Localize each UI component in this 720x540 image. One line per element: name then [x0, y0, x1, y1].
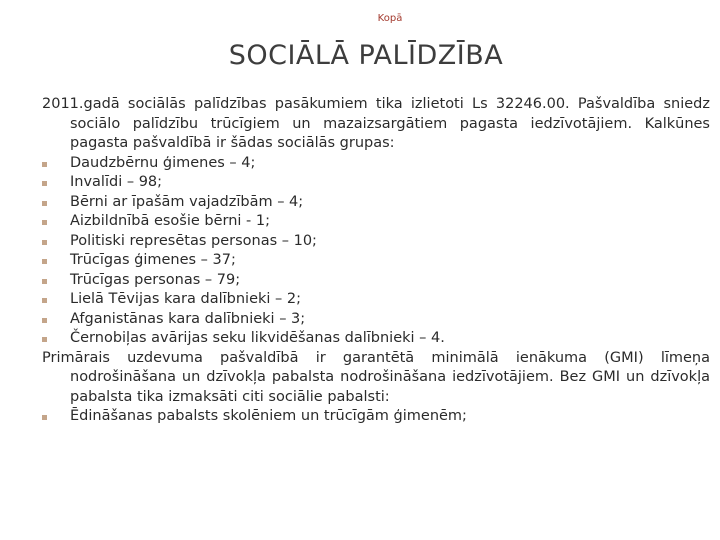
- list-item: [42, 232, 710, 252]
- list-item-text: Ēdināšanas pabalsts skolēniem un trūcīgām ģimenēm;: [70, 408, 467, 424]
- list-item: [42, 193, 710, 213]
- bullet-icon: [42, 337, 47, 342]
- bullet-icon: [42, 240, 47, 245]
- list-item: [42, 407, 710, 427]
- list-item: [42, 173, 710, 193]
- list-item: [42, 154, 710, 174]
- bullet-icon: [42, 259, 47, 264]
- benefits-list: [42, 407, 710, 427]
- bullet-icon: [42, 415, 47, 420]
- list-item-text: Černobiļas avārijas seku likvidēšanas dalībnieki – 4.: [70, 330, 445, 346]
- bullet-icon: [42, 318, 47, 323]
- list-item: [42, 212, 710, 232]
- bullet-icon: [42, 220, 47, 225]
- social-groups-list: [42, 154, 710, 349]
- list-item-text: Aizbildnībā esošie bērni - 1;: [70, 213, 271, 229]
- list-item-text: Lielā Tēvijas kara dalībnieki – 2;: [70, 291, 301, 307]
- list-item-text: Bērni ar īpašām vajadzībām – 4;: [70, 193, 304, 210]
- list-item-text: Trūcīgas personas – 79;: [70, 271, 241, 288]
- bullet-icon: [42, 279, 47, 284]
- list-item: [42, 310, 710, 330]
- list-item: [42, 251, 710, 271]
- list-item: [42, 290, 710, 310]
- bullet-icon: [42, 298, 47, 303]
- list-item: [42, 271, 710, 291]
- slide-title: SOCIĀLĀ PALĪDZĪBA: [228, 40, 504, 71]
- bullet-icon: [42, 201, 47, 206]
- list-item-text: Afganistānas kara dalībnieki – 3;: [70, 310, 306, 327]
- slide-content: [42, 95, 710, 427]
- list-item-text: Invalīdi – 98;: [70, 174, 163, 190]
- list-item-text: Daudzbērnu ģimenes – 4;: [70, 154, 256, 171]
- list-item-text: Trūcīgas ģimenes – 37;: [70, 252, 236, 268]
- main-task-paragraph: Primārais uzdevuma pašvaldībā ir garantētā minimālā ienākuma (GMI) līmeņa nodrošināšana un dzīvokļa pabalsta nodrošināšana iedzīvotājiem. Bez GMI un dzīvokļa pabalsta tika izmaksāti citi sociālie pabalsti:: [42, 349, 710, 405]
- intro-paragraph: 2011.gadā sociālās palīdzības pasākumiem tika izlietoti Ls 32246.00. Pašvaldība sniedz sociālo palīdzību trūcīgiem un mazaizsargātiem pagasta iedzīvotājiem. Kalkūnes pagasta pašvaldībā ir šādas sociālās grupas:: [42, 96, 710, 151]
- bullet-icon: [42, 181, 47, 186]
- bullet-icon: [42, 162, 47, 167]
- list-item: [42, 329, 710, 349]
- list-item-text: Politiski represētas personas – 10;: [70, 232, 317, 249]
- header-label: Kopā: [377, 13, 403, 24]
